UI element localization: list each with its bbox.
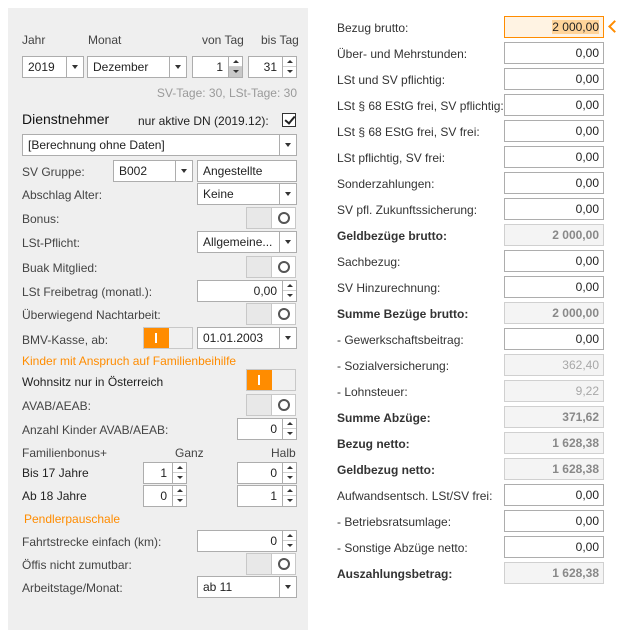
sv-gruppe-label: SV Gruppe:	[22, 165, 85, 179]
chevron-down-icon[interactable]	[279, 328, 296, 348]
lst-tage-text: LSt-Tage: 30	[228, 86, 297, 100]
result-value-input[interactable]	[504, 328, 604, 350]
month-label: Monat	[88, 33, 122, 47]
result-value-text: 0,00	[575, 280, 599, 294]
kinder-header: Kinder mit Anspruch auf Familienbeihilfe	[22, 354, 237, 368]
result-value-text: 362,40	[562, 358, 599, 372]
result-value-input[interactable]	[504, 510, 604, 532]
spin-down-icon[interactable]	[173, 473, 186, 483]
spin-up-icon[interactable]	[173, 486, 186, 496]
spin-down-icon[interactable]	[283, 67, 296, 77]
result-value-text: 0,00	[575, 202, 599, 216]
wohnsitz-label: Wohnsitz nur in Österreich	[22, 375, 164, 389]
result-value-text: 1 628,38	[552, 436, 599, 450]
result-label: Summe Bezüge brutto:	[337, 307, 469, 321]
spin-up-icon[interactable]	[283, 57, 296, 67]
result-value-text: 0,00	[575, 124, 599, 138]
arbeitstage-label: Arbeitstage/Monat:	[22, 581, 123, 595]
spin-down-icon[interactable]	[283, 429, 296, 439]
result-value-input[interactable]	[504, 68, 604, 90]
fahrstrecke-stepper[interactable]	[197, 530, 297, 552]
bmv-toggle[interactable]	[143, 327, 193, 349]
to-day-label: bis Tag	[261, 33, 299, 47]
result-value-text: 0,00	[575, 540, 599, 554]
result-label: Sonderzahlungen:	[337, 177, 435, 191]
spin-down-icon[interactable]	[229, 67, 242, 77]
abschlag-alter-label: Abschlag Alter:	[22, 188, 103, 202]
result-value-input[interactable]	[504, 276, 604, 298]
fahrstrecke-value: 0	[270, 534, 277, 548]
result-label: Geldbezug netto:	[337, 463, 435, 477]
year-dropdown[interactable]	[22, 56, 84, 78]
buak-label: Buak Mitglied:	[22, 261, 98, 275]
bis17-halb-stepper[interactable]	[237, 462, 297, 484]
spin-up-icon[interactable]	[173, 463, 186, 473]
lst-freibetrag-label: LSt Freibetrag (monatl.):	[22, 285, 153, 299]
result-value-input[interactable]	[504, 250, 604, 272]
lst-pflicht-dropdown[interactable]	[197, 231, 297, 253]
abschlag-alter-value: Keine	[203, 187, 234, 201]
anzahl-kinder-label: Anzahl Kinder AVAB/AEAB:	[22, 423, 169, 437]
bmv-date-dropdown[interactable]	[197, 327, 297, 349]
result-value-text: 0,00	[575, 98, 599, 112]
pendler-header: Pendlerpauschale	[24, 512, 121, 526]
fahrstrecke-label: Fahrtstrecke einfach (km):	[22, 535, 162, 549]
from-day-stepper[interactable]	[192, 56, 243, 78]
result-label: - Sozialversicherung:	[337, 359, 450, 373]
result-value-text: 371,62	[562, 410, 599, 424]
employee-header: Dienstnehmer	[22, 111, 110, 127]
result-label: Geldbezüge brutto:	[337, 229, 447, 243]
spin-up-icon[interactable]	[283, 419, 296, 429]
toggle-off-icon	[271, 304, 295, 324]
result-value-text: 0,00	[575, 72, 599, 86]
chevron-down-icon[interactable]	[279, 232, 296, 252]
result-value-input[interactable]	[504, 484, 604, 506]
toggle-on-icon	[247, 370, 272, 390]
result-value-text: 1 628,38	[552, 566, 599, 580]
result-value-text: 0,00	[575, 176, 599, 190]
toggle-off-icon	[271, 395, 295, 415]
sv-tage-text: SV-Tage: 30,	[156, 86, 226, 100]
to-day-stepper[interactable]	[248, 56, 297, 78]
sv-gruppe-name: Angestellte	[197, 160, 297, 182]
arbeitstage-value: ab 11	[203, 580, 233, 594]
wohnsitz-toggle[interactable]	[246, 369, 296, 391]
chevron-down-icon[interactable]	[279, 184, 296, 204]
spin-down-icon[interactable]	[173, 496, 186, 506]
result-value-input[interactable]	[504, 198, 604, 220]
month-value: Dezember	[93, 60, 149, 74]
chevron-down-icon[interactable]	[175, 161, 192, 181]
result-value-text: 0,00	[575, 332, 599, 346]
chevron-down-icon[interactable]	[279, 135, 296, 155]
result-label: Auszahlungsbetrag:	[337, 567, 453, 581]
chevron-left-icon	[608, 20, 621, 33]
result-value-text: 0,00	[575, 488, 599, 502]
halb-label: Halb	[271, 446, 296, 460]
spin-up-icon[interactable]	[229, 57, 242, 67]
result-label: SV Hinzurechnung:	[337, 281, 441, 295]
chevron-down-icon[interactable]	[169, 57, 186, 77]
result-value-input[interactable]	[504, 536, 604, 558]
result-label: - Lohnsteuer:	[337, 385, 408, 399]
result-value-readonly	[504, 406, 604, 428]
result-value-text: 0,00	[575, 514, 599, 528]
lst-freibetrag-stepper[interactable]	[197, 280, 297, 302]
result-label: SV pfl. Zukunftssicherung:	[337, 203, 478, 217]
oeffis-toggle[interactable]	[246, 553, 296, 575]
nachtarbeit-label: Überwiegend Nachtarbeit:	[22, 308, 161, 322]
result-value-readonly	[504, 302, 604, 324]
spin-down-icon[interactable]	[283, 473, 296, 483]
arbeitstage-dropdown[interactable]	[197, 576, 297, 598]
result-label: - Betriebsratsumlage:	[337, 515, 452, 529]
anzahl-kinder-value: 0	[270, 422, 277, 436]
result-value-text: 0,00	[575, 46, 599, 60]
result-label: LSt pflichtig, SV frei:	[337, 151, 446, 165]
result-label: Sachbezug:	[337, 255, 401, 269]
result-label: LSt § 68 EStG frei, SV frei:	[337, 125, 480, 139]
result-value-readonly	[504, 354, 604, 376]
from-day-label: von Tag	[202, 33, 244, 47]
ab18-halb-value: 1	[270, 489, 277, 503]
result-value-text: 0,00	[575, 254, 599, 268]
result-value-text: 2 000,00	[552, 306, 599, 320]
result-label: Aufwandsentsch. LSt/SV frei:	[337, 489, 493, 503]
spin-up-icon[interactable]	[283, 486, 296, 496]
result-value-text: 0,00	[575, 150, 599, 164]
chevron-down-icon[interactable]	[66, 57, 83, 77]
bmv-label: BMV-Kasse, ab:	[22, 333, 109, 347]
bis17-label: Bis 17 Jahre	[22, 466, 89, 480]
result-value-input[interactable]	[504, 16, 604, 38]
spin-up-icon[interactable]	[283, 531, 296, 541]
result-value-input[interactable]	[504, 172, 604, 194]
spin-down-icon[interactable]	[283, 541, 296, 551]
sv-gruppe-dropdown[interactable]	[113, 160, 193, 182]
spin-down-icon[interactable]	[283, 291, 296, 301]
sv-gruppe-code: B002	[119, 164, 148, 178]
oeffis-label: Öffis nicht zumutbar:	[22, 558, 132, 572]
result-label: Über- und Mehrstunden:	[337, 47, 468, 61]
employee-dropdown[interactable]	[22, 134, 297, 156]
ab18-label: Ab 18 Jahre	[22, 489, 87, 503]
toggle-on-icon	[144, 328, 169, 348]
result-label: Bezug netto:	[337, 437, 410, 451]
lst-pflicht-label: LSt-Pflicht:	[22, 236, 81, 250]
result-value-input[interactable]	[504, 146, 604, 168]
result-value-text: 9,22	[575, 384, 599, 398]
bis17-halb-value: 0	[270, 466, 277, 480]
lst-pflicht-value: Allgemeine...	[203, 235, 273, 249]
buak-toggle[interactable]	[246, 256, 296, 278]
bonus-toggle[interactable]	[246, 207, 296, 229]
result-value-input[interactable]	[504, 94, 604, 116]
only-active-label: nur aktive DN (2019.12):	[138, 114, 269, 128]
from-day-value: 1	[216, 60, 223, 74]
result-value-readonly	[504, 458, 604, 480]
result-value-input[interactable]	[504, 42, 604, 64]
toggle-off-icon	[271, 257, 295, 277]
employee-value: [Berechnung ohne Daten]	[28, 138, 165, 152]
result-value-readonly	[504, 224, 604, 246]
ab18-ganz-stepper[interactable]	[143, 485, 187, 507]
result-value-text: 2 000,00	[552, 20, 599, 34]
result-value-readonly	[504, 380, 604, 402]
ab18-ganz-value: 0	[160, 489, 167, 503]
bmv-date-value: 01.01.2003	[203, 331, 264, 345]
year-value: 2019	[28, 60, 55, 74]
result-value-input[interactable]	[504, 120, 604, 142]
month-dropdown[interactable]	[87, 56, 187, 78]
avab-toggle[interactable]	[246, 394, 296, 416]
bis17-ganz-value: 1	[160, 466, 167, 480]
result-value-readonly	[504, 432, 604, 454]
result-label: - Gewerkschaftsbeitrag:	[337, 333, 464, 347]
year-label: Jahr	[22, 33, 46, 47]
spin-up-icon[interactable]	[283, 463, 296, 473]
to-day-value: 31	[263, 60, 277, 74]
only-active-checkbox[interactable]	[282, 113, 296, 127]
spin-up-icon[interactable]	[283, 281, 296, 291]
result-label: Summe Abzüge:	[337, 411, 431, 425]
anzahl-kinder-stepper[interactable]	[237, 418, 297, 440]
nachtarbeit-toggle[interactable]	[246, 303, 296, 325]
toggle-off-icon	[271, 208, 295, 228]
bis17-ganz-stepper[interactable]	[143, 462, 187, 484]
toggle-off-icon	[271, 554, 295, 574]
result-value-text: 1 628,38	[552, 462, 599, 476]
familienbonus-label: Familienbonus+	[22, 446, 108, 460]
result-label: LSt und SV pflichtig:	[337, 73, 446, 87]
result-label: - Sonstige Abzüge netto:	[337, 541, 468, 555]
ganz-label: Ganz	[175, 446, 204, 460]
bonus-label: Bonus:	[22, 212, 60, 226]
result-label: Bezug brutto:	[337, 21, 409, 35]
lst-freibetrag-value: 0,00	[253, 284, 277, 298]
abschlag-alter-dropdown[interactable]	[197, 183, 297, 205]
ab18-halb-stepper[interactable]	[237, 485, 297, 507]
result-label: LSt § 68 EStG frei, SV pflichtig:	[337, 99, 504, 113]
result-value-readonly	[504, 562, 604, 584]
result-value-text: 2 000,00	[552, 228, 599, 242]
avab-label: AVAB/AEAB:	[22, 399, 91, 413]
chevron-down-icon[interactable]	[279, 577, 296, 597]
spin-down-icon[interactable]	[283, 496, 296, 506]
